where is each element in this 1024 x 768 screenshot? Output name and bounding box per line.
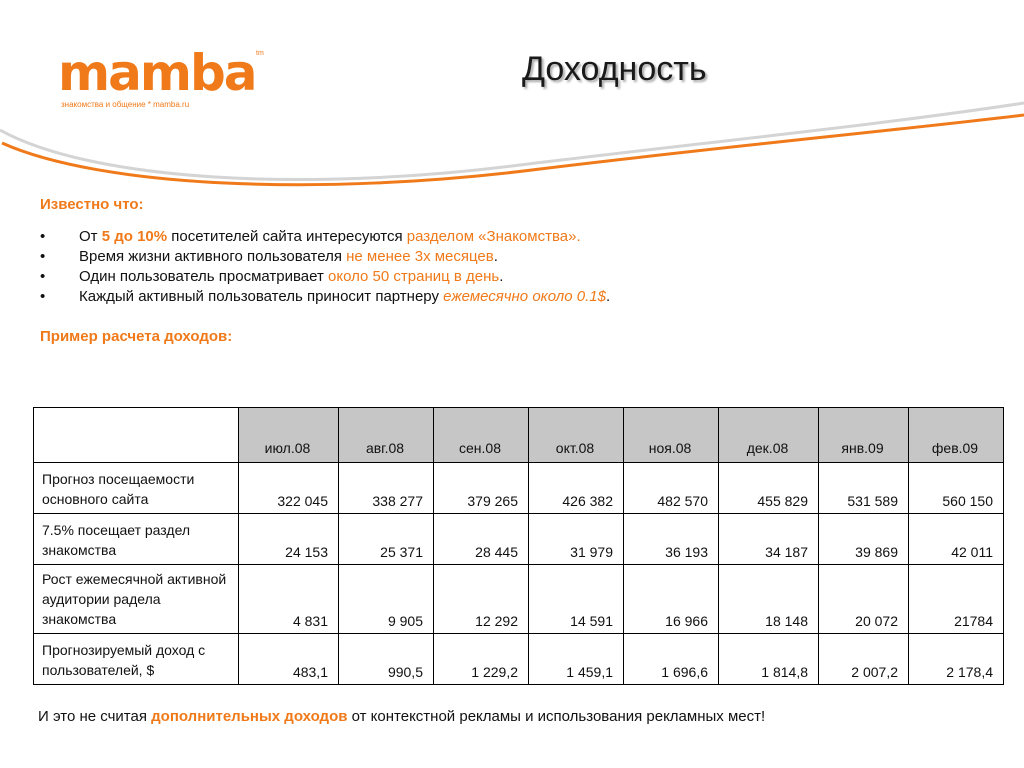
fact-highlight: разделом «Знакомства».: [406, 228, 581, 245]
month-header: янв.09: [819, 408, 909, 463]
fact-item: [40, 267, 610, 287]
table-cell: 20 072: [819, 565, 909, 634]
table-cell: 4 831: [239, 565, 339, 634]
table-row: [34, 565, 1004, 634]
table-cell: 482 570: [624, 463, 719, 514]
bullet: •: [40, 288, 46, 305]
fact-text: Время жизни активного пользователя: [79, 248, 347, 265]
row-label: Прогнозируемый доход с пользователей, $: [34, 634, 239, 685]
fact-text: .: [499, 268, 504, 285]
table-corner-cell: [34, 408, 239, 463]
footer-text: от контекстной рекламы и использования рекламных мест!: [347, 708, 766, 725]
table-cell: 338 277: [339, 463, 434, 514]
table-cell: 379 265: [434, 463, 529, 514]
page-title: Доходность: [522, 50, 707, 88]
month-header: окт.08: [529, 408, 624, 463]
row-label: Рост ежемесячной активной аудитории радела знакомства: [34, 565, 239, 634]
table-cell: 1 814,8: [719, 634, 819, 685]
logo-tagline: знакомства и общение * mamba.ru: [61, 100, 190, 109]
table-row: [34, 463, 1004, 514]
bullet: •: [40, 268, 46, 285]
fact-text: От: [79, 228, 102, 245]
fact-text: посетителей сайта интересуются: [167, 228, 407, 245]
fact-highlight: ежемесячно около 0.1$: [443, 288, 606, 305]
table-cell: 34 187: [719, 514, 819, 565]
fact-text: Каждый активный пользователь приносит партнеру: [79, 288, 444, 305]
table-cell: 21784: [909, 565, 1004, 634]
fact-text: Один пользователь просматривает: [79, 268, 329, 285]
bullet: •: [40, 248, 46, 265]
fact-highlight: не менее 3х месяцев: [346, 248, 494, 265]
table-header-row: [34, 408, 1004, 463]
table-cell: 9 905: [339, 565, 434, 634]
month-header: фев.09: [909, 408, 1004, 463]
footer-note: [38, 708, 765, 725]
table-row: [34, 514, 1004, 565]
swoosh-orange-line: [2, 115, 1024, 185]
revenue-table: [33, 407, 1004, 685]
table-cell: 322 045: [239, 463, 339, 514]
table-cell: 455 829: [719, 463, 819, 514]
table-cell: 990,5: [339, 634, 434, 685]
row-label: Прогноз посещаемости основного сайта: [34, 463, 239, 514]
fact-text: .: [605, 288, 611, 305]
decorative-swoosh: [0, 95, 1024, 195]
table-row: [34, 634, 1004, 685]
table-cell: 28 445: [434, 514, 529, 565]
bullet: •: [40, 228, 46, 245]
table-cell: 483,1: [239, 634, 339, 685]
fact-highlight: около 50 страниц в день: [328, 268, 500, 285]
table-cell: 2 178,4: [909, 634, 1004, 685]
table-cell: 1 459,1: [529, 634, 624, 685]
row-label: 7.5% посещает раздел знакомства: [34, 514, 239, 565]
table-cell: 25 371: [339, 514, 434, 565]
table-cell: 18 148: [719, 565, 819, 634]
month-header: дек.08: [719, 408, 819, 463]
month-header: авг.08: [339, 408, 434, 463]
footer-highlight: дополнительных доходов: [151, 708, 348, 725]
table-cell: 42 011: [909, 514, 1004, 565]
month-header: сен.08: [434, 408, 529, 463]
table-cell: 39 869: [819, 514, 909, 565]
table-cell: 560 150: [909, 463, 1004, 514]
fact-item: [40, 247, 610, 267]
table-cell: 1 696,6: [624, 634, 719, 685]
footer-text: И это не считая: [38, 708, 152, 725]
logo-wordmark: mamba: [58, 44, 256, 102]
table-cell: 24 153: [239, 514, 339, 565]
table-cell: 12 292: [434, 565, 529, 634]
logo-trademark: tm: [256, 50, 264, 57]
table-cell: 1 229,2: [434, 634, 529, 685]
fact-item: [40, 227, 610, 247]
example-heading: Пример расчета доходов:: [40, 328, 233, 345]
fact-text: .: [493, 248, 498, 265]
swoosh-grey-line: [0, 103, 1024, 180]
month-header: ноя.08: [624, 408, 719, 463]
table-cell: 36 193: [624, 514, 719, 565]
table-cell: 426 382: [529, 463, 624, 514]
table-cell: 14 591: [529, 565, 624, 634]
intro-heading: Известно что:: [40, 196, 144, 213]
fact-highlight: 5 до 10%: [101, 228, 168, 245]
intro-section: [40, 195, 610, 347]
table-cell: 2 007,2: [819, 634, 909, 685]
fact-item: [40, 287, 610, 307]
table-cell: 16 966: [624, 565, 719, 634]
month-header: июл.08: [239, 408, 339, 463]
table-cell: 31 979: [529, 514, 624, 565]
facts-list: [40, 227, 610, 307]
table-cell: 531 589: [819, 463, 909, 514]
